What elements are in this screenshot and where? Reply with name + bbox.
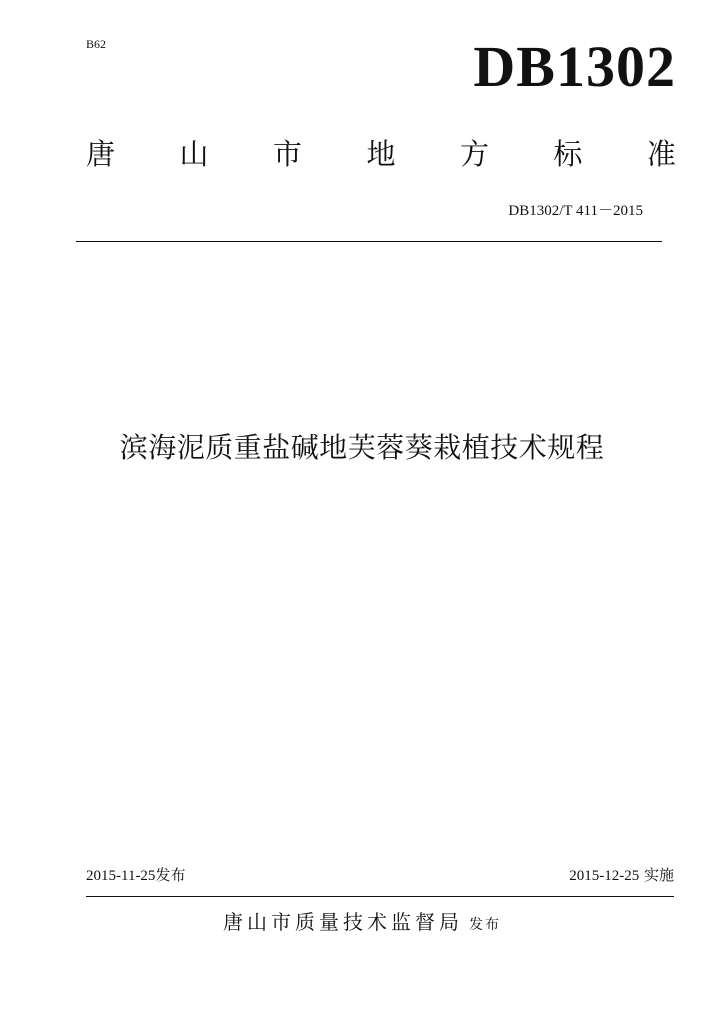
footer-divider	[86, 896, 674, 897]
header-divider	[76, 241, 662, 242]
issuer-line	[0, 906, 724, 935]
issuer-name: 唐山市质量技术监督局	[223, 910, 463, 934]
standard-category-char: 市	[272, 137, 302, 171]
standard-category-char: 山	[179, 137, 209, 171]
standard-category-char: 方	[459, 137, 489, 171]
implement-date-line	[569, 864, 674, 885]
classification-code: B62	[86, 37, 107, 51]
document-title: 滨海泥质重盐碱地芙蓉葵栽植技术规程	[119, 431, 605, 464]
standard-category-char: 唐	[86, 137, 116, 171]
publish-date: 2015-11-25	[86, 868, 156, 884]
implement-label: 实施	[643, 866, 674, 884]
issuer-suffix: 发布	[469, 917, 501, 933]
standard-category-char: 标	[553, 137, 583, 171]
publish-date-line	[86, 864, 185, 885]
implement-date: 2015-12-25	[569, 868, 640, 884]
standard-category-char: 地	[366, 137, 396, 171]
standard-category-char: 准	[646, 137, 676, 171]
standard-code: DB1302	[473, 34, 676, 99]
standard-number: DB1302/T 411－2015	[508, 203, 643, 219]
standard-category	[86, 137, 676, 171]
publish-label: 发布	[155, 866, 186, 884]
